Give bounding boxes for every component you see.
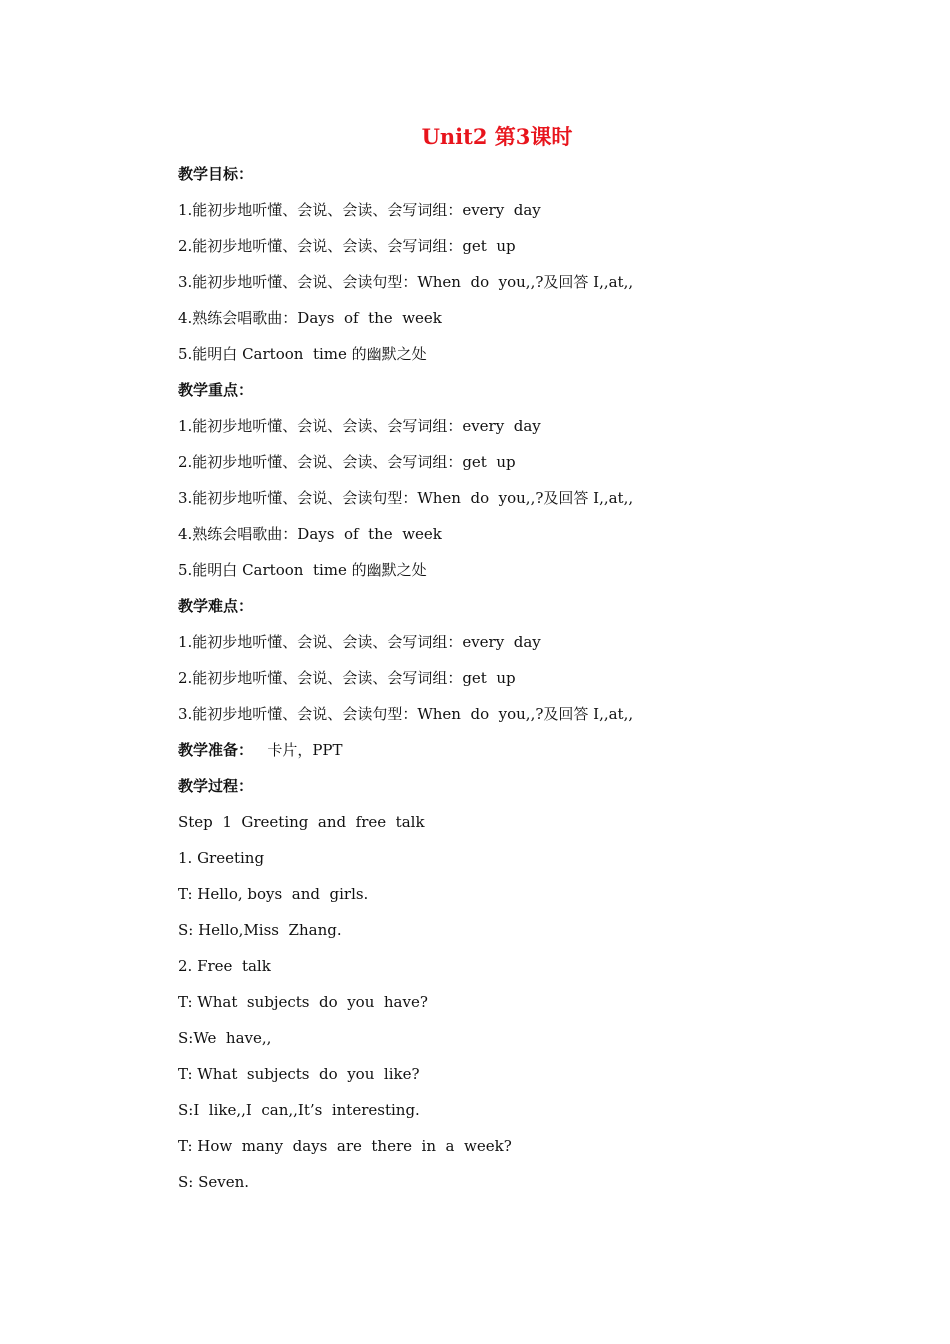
- section-heading-text: 教学难点：: [178, 597, 254, 615]
- section-heading: [178, 588, 878, 624]
- body-line: [178, 300, 878, 336]
- body-line-text: T: Hello, boys and girls.: [178, 885, 369, 903]
- section-heading-text: 教学过程：: [178, 777, 254, 795]
- body-line: [178, 1092, 878, 1128]
- body-line: [178, 552, 878, 588]
- body-line: [178, 1020, 878, 1056]
- section-heading-text: 教学重点：: [178, 381, 254, 399]
- section-heading-with-value: [178, 732, 878, 768]
- section-heading: [178, 372, 878, 408]
- body-line-text: 1.能初步地听懂、会说、会读、会写词组：every day: [178, 633, 541, 651]
- body-line-text: T: What subjects do you like?: [178, 1065, 420, 1083]
- body-line-text: Step 1 Greeting and free talk: [178, 813, 425, 831]
- body-line: [178, 516, 878, 552]
- body-line-text: T: What subjects do you have?: [178, 993, 428, 1011]
- body-line-text: 5.能明白 Cartoon time 的幽默之处: [178, 345, 427, 363]
- body-line: [178, 696, 878, 732]
- body-line-text: 3.能初步地听懂、会说、会读句型：When do you,,?及回答 I,,at,,: [178, 489, 634, 507]
- body-line: [178, 480, 878, 516]
- body-line: [178, 336, 878, 372]
- body-line-text: 2. Free talk: [178, 957, 271, 975]
- body-line-text: 5.能明白 Cartoon time 的幽默之处: [178, 561, 427, 579]
- body-line-text: S:I like,,I can,,It’s interesting.: [178, 1101, 420, 1119]
- body-line: [178, 984, 878, 1020]
- document-body: [178, 156, 878, 1200]
- body-line: [178, 876, 878, 912]
- section-heading: [178, 156, 878, 192]
- body-line: [178, 1128, 878, 1164]
- body-line: [178, 444, 878, 480]
- body-line: [178, 408, 878, 444]
- body-line: [178, 840, 878, 876]
- document-title: Unit2 第3课时: [421, 124, 573, 149]
- body-line-text: 4.熟练会唱歌曲：Days of the week: [178, 525, 442, 543]
- section-heading-text: 教学目标：: [178, 165, 254, 183]
- section-heading-text: 教学准备：: [178, 741, 254, 759]
- body-line-text: 3.能初步地听懂、会说、会读句型：When do you,,?及回答 I,,at,,: [178, 273, 634, 291]
- body-line-text: S: Seven.: [178, 1173, 250, 1191]
- body-line-text: 2.能初步地听懂、会说、会读、会写词组：get up: [178, 669, 516, 687]
- body-line: [178, 948, 878, 984]
- section-heading: [178, 768, 878, 804]
- body-line: [178, 804, 878, 840]
- body-line: [178, 912, 878, 948]
- body-line-text: 4.熟练会唱歌曲：Days of the week: [178, 309, 442, 327]
- body-line: [178, 1164, 878, 1200]
- body-line-text: 2.能初步地听懂、会说、会读、会写词组：get up: [178, 453, 516, 471]
- body-line-text: 1.能初步地听懂、会说、会读、会写词组：every day: [178, 201, 541, 219]
- body-line: [178, 192, 878, 228]
- body-line-text: S: Hello,Miss Zhang.: [178, 921, 342, 939]
- body-line-text: T: How many days are there in a week?: [178, 1137, 512, 1155]
- body-line: [178, 1056, 878, 1092]
- body-line-text: 3.能初步地听懂、会说、会读句型：When do you,,?及回答 I,,at,,: [178, 705, 634, 723]
- body-line: [178, 624, 878, 660]
- body-line: [178, 228, 878, 264]
- body-line-text: 1. Greeting: [178, 849, 265, 867]
- body-line: [178, 660, 878, 696]
- body-line-text: 1.能初步地听懂、会说、会读、会写词组：every day: [178, 417, 541, 435]
- body-line-text: S:We have,,: [178, 1029, 272, 1047]
- body-line: [178, 264, 878, 300]
- section-value-text: 卡片，PPT: [253, 741, 343, 759]
- body-line-text: 2.能初步地听懂、会说、会读、会写词组：get up: [178, 237, 516, 255]
